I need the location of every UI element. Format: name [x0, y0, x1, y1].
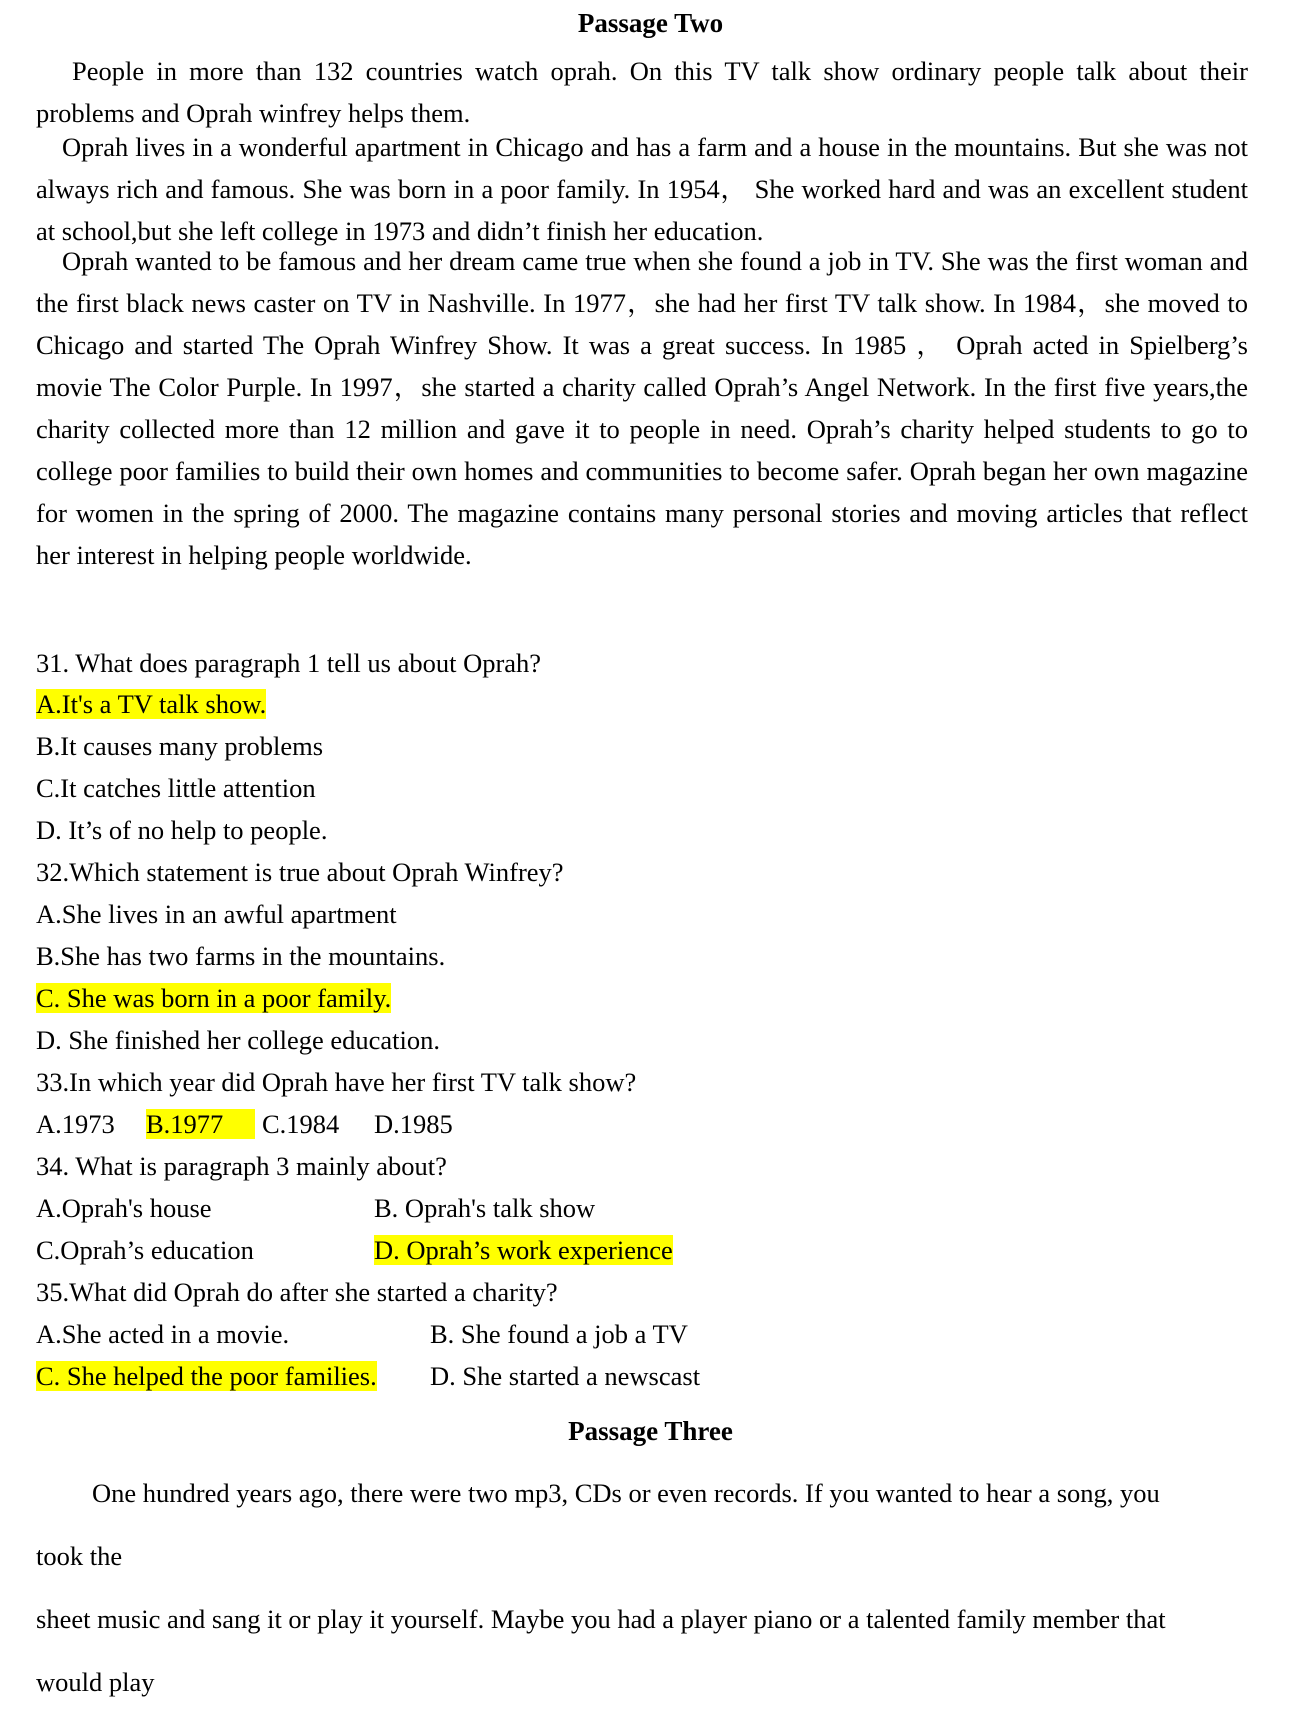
- passage-three-line-1: One hundred years ago, there were two mp3, CDs or even records. If you wanted to hear a song, you: [92, 1478, 1160, 1508]
- question-35-option-c[interactable]: C. She helped the poor families.: [36, 1361, 377, 1391]
- question-31-option-b[interactable]: B.It causes many problems: [36, 731, 324, 761]
- question-32-option-a[interactable]: A.She lives in an awful apartment: [36, 899, 397, 929]
- question-34-option-a[interactable]: A.Oprah's house: [36, 1193, 212, 1223]
- question-34-option-b[interactable]: B. Oprah's talk show: [374, 1193, 596, 1223]
- question-35-option-d[interactable]: D. She started a newscast: [430, 1361, 701, 1391]
- passage-two-title: Passage Two: [577, 8, 724, 38]
- question-35-option-b[interactable]: B. She found a job a TV: [430, 1319, 688, 1349]
- question-31-stem: 31. What does paragraph 1 tell us about Oprah?: [36, 648, 542, 678]
- question-32-option-d[interactable]: D. She finished her college education.: [36, 1025, 440, 1055]
- question-33-option-c[interactable]: C.1984: [262, 1109, 340, 1139]
- question-31-option-d[interactable]: D. It’s of no help to people.: [36, 815, 328, 845]
- question-31-option-a[interactable]: A.It's a TV talk show.: [36, 689, 267, 719]
- question-32-stem: 32.Which statement is true about Oprah Winfrey?: [36, 857, 564, 887]
- passage-three-title: Passage Three: [568, 1416, 733, 1446]
- question-33-option-a[interactable]: A.1973: [36, 1109, 115, 1139]
- passage-three-line-2: took the: [36, 1541, 123, 1571]
- question-31-option-c[interactable]: C.It catches little attention: [36, 773, 316, 803]
- question-35-stem: 35.What did Oprah do after she started a charity?: [36, 1277, 558, 1307]
- passage-two-paragraph-2: Oprah lives in a wonderful apartment in Chicago and has a farm and a house in the mountains. But she was not always rich and famous. She was born in a poor family. In 1954， She worked hard and was an excellent student at school,but she left college in 1973 and didn’t finish her education.: [36, 132, 1248, 246]
- question-35-option-a[interactable]: A.She acted in a movie.: [36, 1319, 290, 1349]
- question-33-stem: 33.In which year did Oprah have her first TV talk show?: [36, 1067, 637, 1097]
- passage-three-line-3: sheet music and sang it or play it yourself. Maybe you had a player piano or a talented family member that: [36, 1604, 1166, 1634]
- question-32-option-b[interactable]: B.She has two farms in the mountains.: [36, 941, 446, 971]
- passage-two-paragraph-1: People in more than 132 countries watch oprah. On this TV talk show ordinary people talk about their problems and Oprah winfrey helps them.: [36, 56, 1248, 128]
- question-34-stem: 34. What is paragraph 3 mainly about?: [36, 1151, 447, 1181]
- question-33-option-b[interactable]: B.1977: [146, 1109, 255, 1139]
- question-34-option-c[interactable]: C.Oprah’s education: [36, 1235, 254, 1265]
- question-34-option-d[interactable]: D. Oprah’s work experience: [374, 1235, 673, 1265]
- question-32-option-c[interactable]: C. She was born in a poor family.: [36, 983, 392, 1013]
- passage-three-line-4: would play: [36, 1667, 155, 1697]
- question-33-option-d[interactable]: D.1985: [374, 1109, 453, 1139]
- passage-two-paragraph-3: Oprah wanted to be famous and her dream came true when she found a job in TV. She was the first woman and the first black news caster on TV in Nashville. In 1977，she had her first TV talk show. In 1984，she moved to Chicago and started The Oprah Winfrey Show. It was a great success. In 1985 ， Oprah acted in Spielberg’s movie The Color Purple. In 1997，she started a charity called Oprah’s Angel Network. In the first five years,the charity collected more than 12 million and gave it to people in need. Oprah’s charity helped students to go to college poor families to build their own homes and communities to become safer. Oprah began her own magazine for women in the spring of 2000. The magazine contains many personal stories and moving articles that reflect her interest in helping people worldwide.: [36, 246, 1248, 570]
